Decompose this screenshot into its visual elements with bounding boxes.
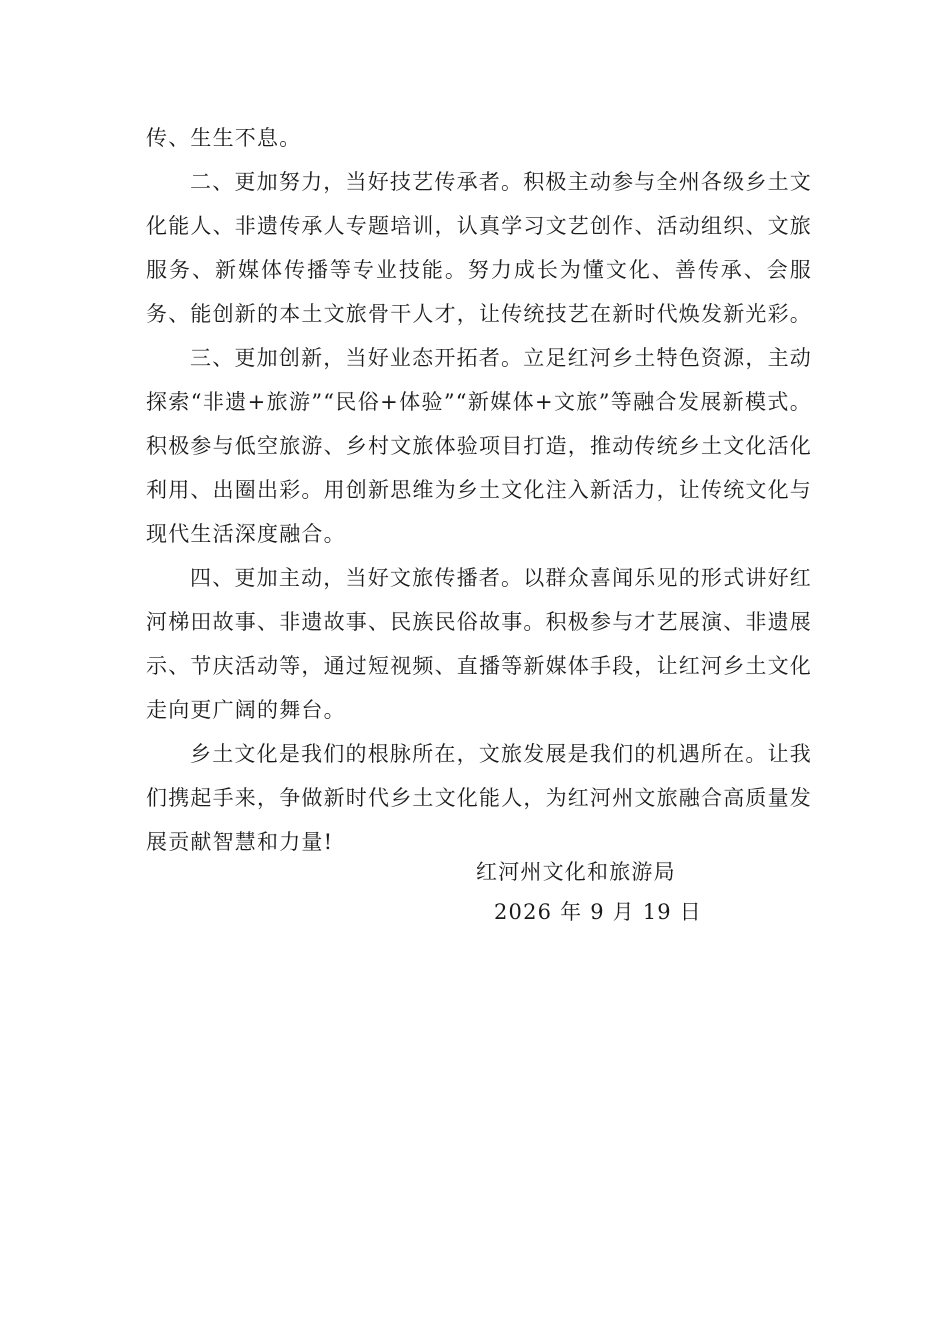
paragraph-point-four: 四、更加主动，当好文旅传播者。以群众喜闻乐见的形式讲好红河梯田故事、非遗故事、民族民俗故事。积极参与才艺展演、非遗展示、节庆活动等，通过短视频、直播等新媒体手段，让红河乡土文化走向更广阔的舞台。 [146, 566, 812, 722]
document-body [146, 116, 812, 864]
signature-date: 2026 年 9 月 19 日 [494, 900, 702, 924]
signature-block [440, 852, 740, 932]
paragraph-point-three: 三、更加创新，当好业态开拓者。立足红河乡土特色资源，主动探索“非遗+旅游”“民俗+体验”“新媒体+文旅”等融合发展新模式。积极参与低空旅游、乡村文旅体验项目打造，推动传统乡土文化活化利用、出圈出彩。用创新思维为乡土文化注入新活力，让传统文化与现代生活深度融合。 [146, 346, 812, 546]
paragraph-continuation: 传、生生不息。 [146, 126, 302, 150]
paragraph-point-two: 二、更加努力，当好技艺传承者。积极主动参与全州各级乡土文化能人、非遗传承人专题培训，认真学习文艺创作、活动组织、文旅服务、新媒体传播等专业技能。努力成长为懂文化、善传承、会服务、能创新的本土文旅骨干人才，让传统技艺在新时代焕发新光彩。 [146, 170, 812, 326]
signature-organization: 红河州文化和旅游局 [476, 860, 676, 884]
paragraph-closing: 乡土文化是我们的根脉所在，文旅发展是我们的机遇所在。让我们携起手来，争做新时代乡土文化能人，为红河州文旅融合高质量发展贡献智慧和力量! [146, 742, 812, 854]
